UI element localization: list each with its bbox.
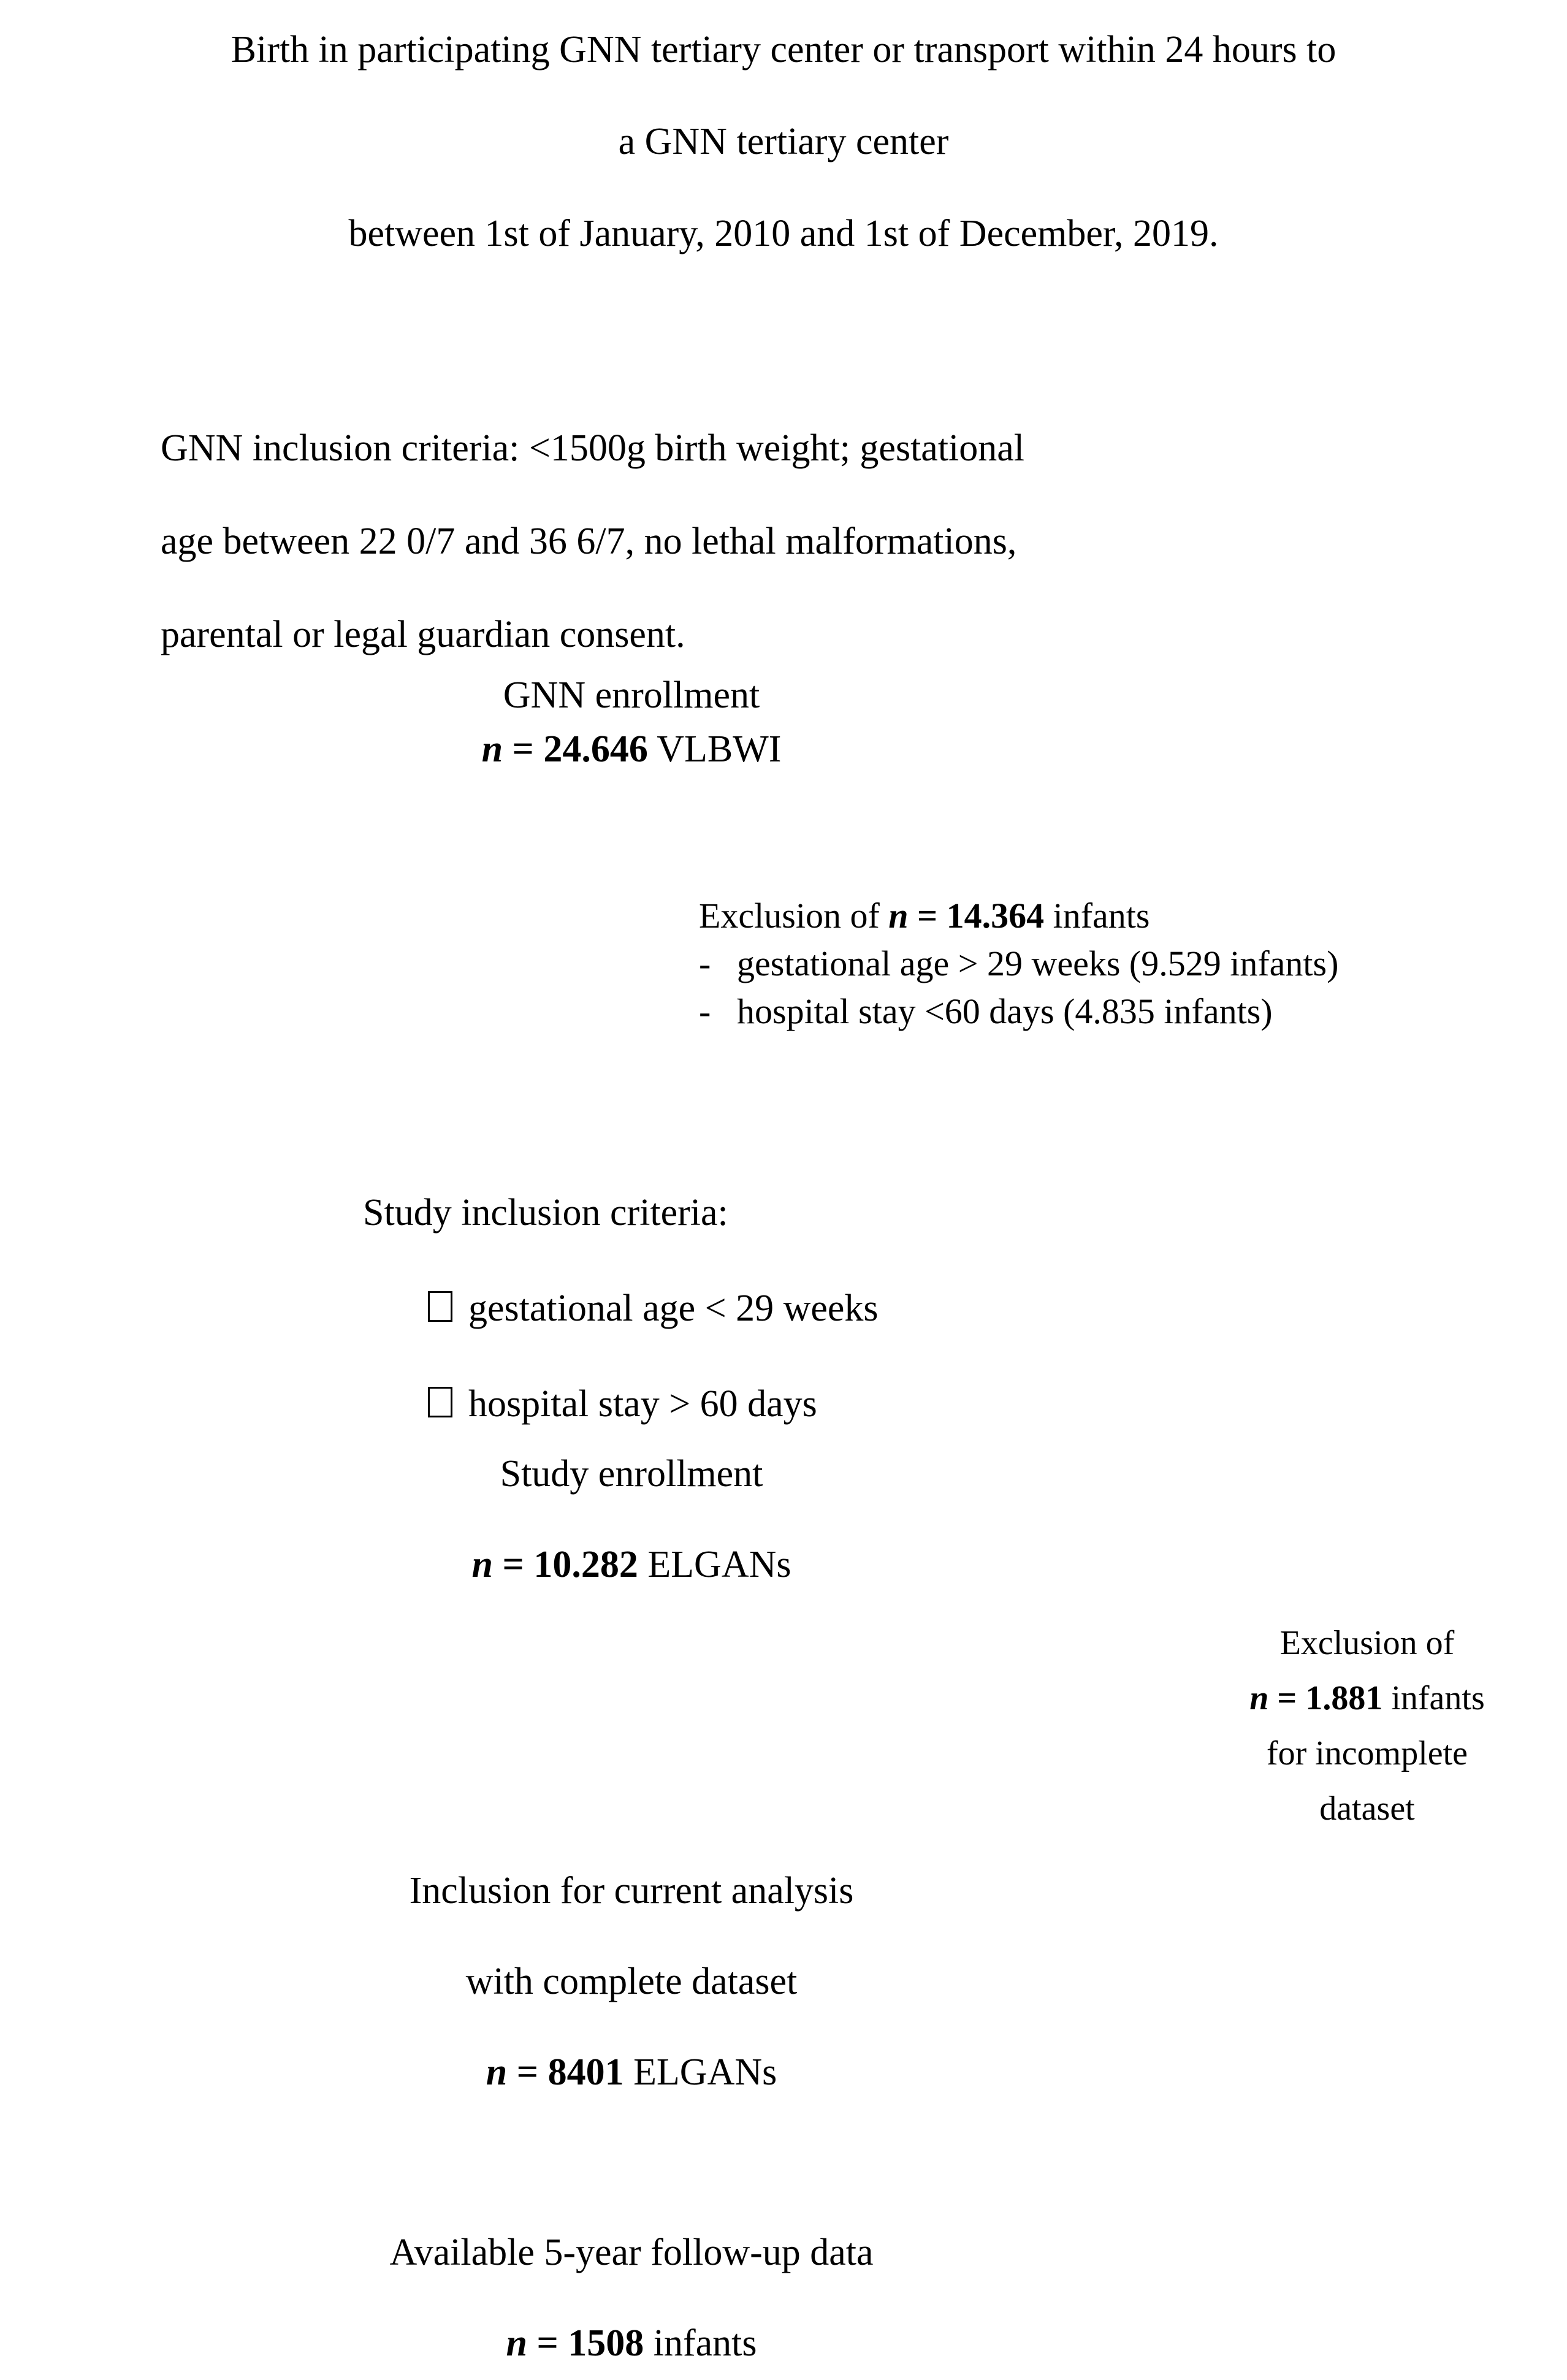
analysis-node-value: 8401 — [547, 2051, 624, 2093]
analysis-inclusion-node — [0, 1845, 1263, 2118]
study-enrollment-unit: ELGANs — [638, 1544, 791, 1585]
study-enrollment-equals: = — [492, 1544, 534, 1585]
exclusion-two-line-3: for incomplete — [1266, 1734, 1468, 1772]
exclusion-one-heading-post: infants — [1044, 896, 1150, 936]
gnn-criteria-line-3: parental or legal guardian consent. — [161, 614, 685, 655]
study-criteria-item-1 — [363, 1261, 1283, 1356]
exclusion-two-equals: = — [1268, 1679, 1306, 1717]
analysis-node-n-symbol: n — [486, 2051, 508, 2093]
exclusion-two-unit: infants — [1382, 1679, 1485, 1717]
study-enrollment-label: Study enrollment — [500, 1453, 763, 1495]
exclusion-one-n-symbol: n — [888, 896, 909, 936]
study-inclusion-criteria-block — [363, 1165, 1283, 1452]
study-enrollment-node — [0, 1428, 1263, 1610]
analysis-node-count — [0, 2027, 1263, 2118]
gnn-enrollment-label: GNN enrollment — [503, 674, 760, 716]
study-enrollment-n-symbol: n — [471, 1544, 493, 1585]
exclusion-one-heading-pre: Exclusion of — [699, 896, 889, 936]
header-block — [0, 4, 1567, 280]
exclusion-one-equals: = — [908, 896, 947, 936]
dash-bullet-icon: - — [699, 944, 711, 983]
header-line-1: Birth in participating GNN tertiary center or transport within 24 hours to — [231, 29, 1336, 71]
gnn-enrollment-value: 24.646 — [543, 728, 648, 770]
header-line-3: between 1st of January, 2010 and 1st of December, 2019. — [348, 213, 1219, 254]
missing-glyph-box-icon — [428, 1387, 452, 1417]
followup-node-value: 1508 — [568, 2322, 644, 2364]
followup-node-equals: = — [527, 2322, 568, 2364]
header-line-2: a GNN tertiary center — [618, 121, 949, 162]
gnn-criteria-line-2: age between 22 0/7 and 36 6/7, no lethal malformations, — [161, 521, 1017, 562]
gnn-enrollment-n-symbol: n — [481, 728, 503, 770]
exclusion-one-value: 14.364 — [946, 896, 1045, 936]
followup-node-count — [0, 2298, 1263, 2380]
study-criteria-item-2-text: hospital stay > 60 days — [468, 1383, 817, 1425]
analysis-node-line-1: Inclusion for current analysis — [409, 1870, 854, 1912]
exclusion-one-item-1 — [699, 940, 1557, 988]
followup-node-n-symbol: n — [506, 2322, 527, 2364]
study-criteria-item-1-text: gestational age < 29 weeks — [468, 1287, 879, 1329]
study-enrollment-value: 10.282 — [533, 1544, 638, 1585]
gnn-inclusion-criteria-block — [161, 402, 1436, 681]
gnn-enrollment-count — [0, 722, 1263, 776]
exclusion-one-item-1-text: gestational age > 29 weeks (9.529 infants) — [737, 944, 1339, 983]
exclusion-two-value: 1.881 — [1305, 1679, 1383, 1717]
exclusion-two-n-symbol: n — [1249, 1679, 1269, 1717]
analysis-node-unit: ELGANs — [623, 2051, 777, 2093]
exclusion-two-line-4: dataset — [1319, 1790, 1415, 1828]
gnn-enrollment-node — [0, 668, 1263, 776]
followup-node-unit: infants — [644, 2322, 757, 2364]
followup-node-label: Available 5-year follow-up data — [389, 2232, 874, 2273]
exclusion-two-count — [1177, 1671, 1557, 1726]
gnn-criteria-line-1: GNN inclusion criteria: <1500g birth weight; gestational — [161, 427, 1025, 469]
analysis-node-equals: = — [507, 2051, 548, 2093]
exclusion-one-item-2 — [699, 988, 1557, 1036]
missing-glyph-box-icon — [428, 1291, 452, 1322]
exclusion-one-block — [699, 892, 1557, 1036]
exclusion-one-heading — [699, 892, 1557, 940]
exclusion-one-item-2-text: hospital stay <60 days (4.835 infants) — [737, 991, 1273, 1031]
study-criteria-heading: Study inclusion criteria: — [363, 1192, 728, 1234]
analysis-node-line-2: with complete dataset — [465, 1961, 798, 2002]
exclusion-two-line-1: Exclusion of — [1279, 1624, 1455, 1662]
study-enrollment-count — [0, 1519, 1263, 1610]
dash-bullet-icon: - — [699, 991, 711, 1031]
gnn-enrollment-unit: VLBWI — [647, 728, 782, 770]
gnn-enrollment-equals: = — [503, 728, 544, 770]
exclusion-two-block — [1177, 1615, 1557, 1836]
followup-node — [0, 2207, 1263, 2380]
